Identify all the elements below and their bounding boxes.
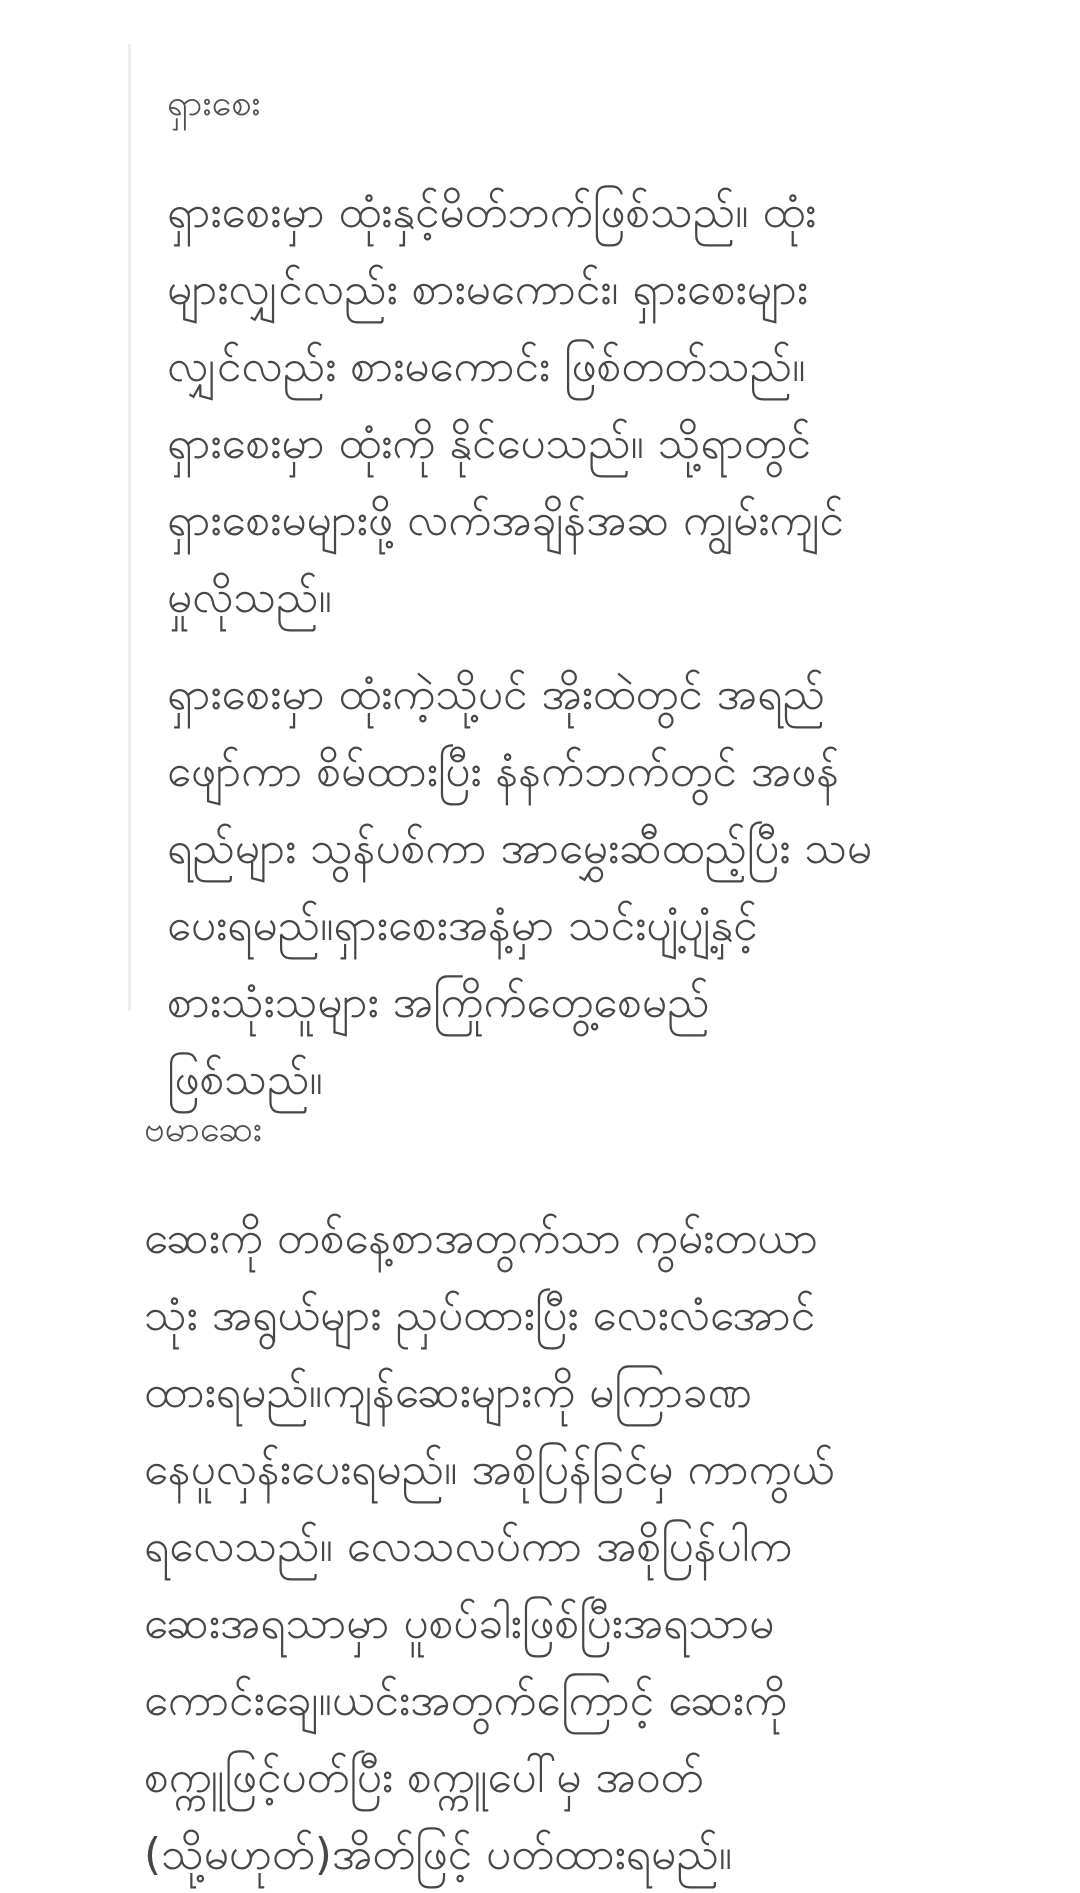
paragraph-line: လျှင်လည်း စားမကောင်း ဖြစ်တတ်သည်။ [167, 341, 806, 392]
paragraph-line: ဖျော်ကာ စိမ်ထားပြီး နံနက်ဘက်တွင် အဖန် [167, 746, 840, 797]
paragraph-line: ဖြစ်သည်။ [167, 1054, 323, 1105]
paragraph [167, 656, 988, 1118]
paragraph-line: ပေးရမည်။ရှားစေးအနံ့မှာ သင်းပျံ့ပျံ့နှင့် [167, 900, 758, 951]
paragraph-line: ရှားစေးမှာ ထုံးနှင့်မိတ်ဘက်ဖြစ်သည်။ ထုံး [167, 187, 817, 238]
section-heading: ဗမာဆေး [144, 1109, 263, 1150]
paragraph-line: ဆေးကို တစ်နေ့စာအတွက်သာ ကွမ်းတယာ [144, 1213, 818, 1264]
paragraph-line: သုံး အရွယ်များ ညှပ်ထားပြီး လေးလံအောင် [144, 1290, 816, 1341]
paragraph-line: မှုလိုသည်။ [167, 572, 332, 623]
paragraph-line: များလျှင်လည်း စားမကောင်း၊ ရှားစေးများ [167, 264, 809, 315]
paragraph-line: ထားရမည်။ကျန်ဆေးများကို မကြာခဏ [144, 1367, 752, 1418]
paragraph-line: (သို့မဟုတ်)အိတ်ဖြင့် ပတ်ထားရမည်။ [144, 1829, 733, 1880]
paragraph [167, 174, 988, 636]
paragraph-line: ရှားစေးမများဖို့ လက်အချိန်အဆ ကျွမ်းကျင် [167, 495, 844, 546]
section-heading: ရှားစေး [167, 83, 261, 124]
quote-block-hsar-sei [128, 44, 988, 1105]
paragraph-line: ကောင်းချေ။ယင်းအတွက်ကြောင့် ဆေးကို [144, 1675, 788, 1726]
paragraph [144, 1200, 1024, 1893]
paragraph-line: ရှားစေးမှာ ထုံးကို နိုင်ပေသည်။ သို့ရာတွင် [167, 418, 811, 469]
section-bamar-hsei [144, 1100, 1024, 1893]
paragraph-line: ရည်များ သွန်ပစ်ကာ အာမွှေးဆီထည့်ပြီး သမ [167, 823, 873, 874]
paragraph-line: နေပူလှန်းပေးရမည်။ အစိုပြန်ခြင်မှ ကာကွယ် [144, 1444, 835, 1495]
paragraph-line: စားသုံးသူများ အကြိုက်တွေ့စေမည် [167, 977, 710, 1028]
paragraph-line: ရှားစေးမှာ ထုံးကဲ့သို့ပင် အိုးထဲတွင် အရည် [167, 669, 825, 720]
paragraph-line: စက္ကူဖြင့်ပတ်ပြီး စက္ကူပေါ်မှ အဝတ် [144, 1752, 704, 1803]
paragraph-line: ရလေသည်။ လေသလပ်ကာ အစိုပြန်ပါက [144, 1521, 793, 1572]
paragraph-line: ဆေးအရသာမှာ ပူစပ်ခါးဖြစ်ပြီးအရသာမ [144, 1598, 775, 1649]
